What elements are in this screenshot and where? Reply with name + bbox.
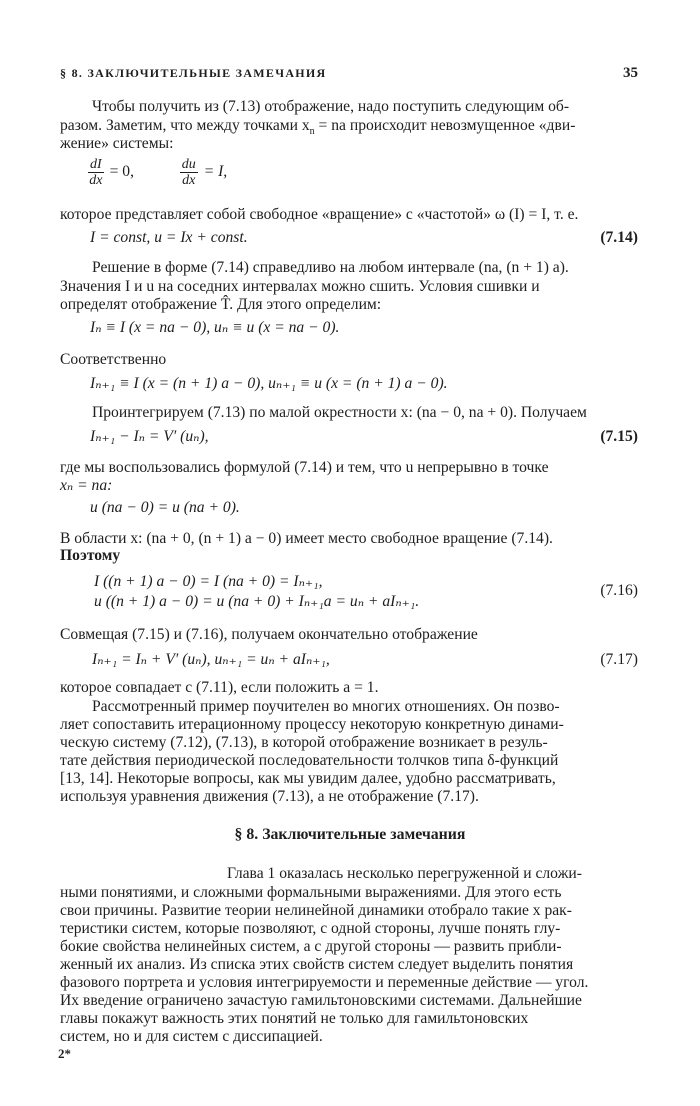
paragraph-line: Проинтегрируем (7.13) по малой окрестности x: (na − 0, na + 0). Получаем xyxy=(92,404,587,421)
equation-next-step: Iₙ₊₁ ≡ I (x = (n + 1) a − 0), uₙ₊₁ ≡ u (x = (n + 1) a − 0). xyxy=(90,375,448,392)
paragraph-line: разом. Заметим, что между точками $x_n$ = na происходит невозмущенное «дви- xyxy=(60,117,576,138)
equation-number: (7.15) xyxy=(600,428,638,445)
equation-7-16-line2: u ((n + 1) a − 0) = u (na + 0) + Iₙ₊₁a = uₙ + aIₙ₊₁. xyxy=(94,593,420,610)
paragraph-line: Поэтому xyxy=(60,547,121,564)
fraction: $\frac{du}{dx}$ xyxy=(181,157,196,188)
paragraph-line: ческую систему (7.12), (7.13), в которой отображение возникает в резуль- xyxy=(60,734,548,751)
paragraph-line: которое совпадает с (7.11), если положить a = 1. xyxy=(60,679,379,696)
paragraph-line: Рассмотренный пример поучителен во многих отношениях. Он позво- xyxy=(92,698,560,715)
paragraph-line: фазового портрета и условия интегрируемости и переменные действие — угол. xyxy=(60,974,589,991)
paragraph-line: тате действия периодической последовательности толчков типа δ-функций xyxy=(60,752,559,769)
paragraph-line: xₙ = na: xyxy=(60,477,113,494)
equation-7-14: I = const, u = Ix + const. xyxy=(90,229,248,246)
paragraph-line: определят отображение T̂. Для этого определим: xyxy=(60,296,382,313)
signature-mark: 2* xyxy=(58,1046,71,1061)
paragraph-line: [13, 14]. Некоторые вопросы, как мы увидим далее, удобно рассматривать, xyxy=(60,770,556,787)
section-heading: § 8. Заключительные замечания xyxy=(234,826,466,843)
paragraph-line: Решение в форме (7.14) справедливо на любом интервале (na, (n + 1) a). xyxy=(92,259,569,276)
running-title: § 8. ЗАКЛЮЧИТЕЛЬНЫЕ ЗАМЕЧАНИЯ xyxy=(60,66,327,80)
paragraph-line: свои причины. Развитие теории нелинейной динамики отобрало такие х рак- xyxy=(60,902,572,919)
paragraph-line: систем, но и для систем с диссипацией. xyxy=(60,1028,323,1045)
equation-definitions: Iₙ ≡ I (x = na − 0), uₙ ≡ u (x = na − 0). xyxy=(90,319,340,336)
equation-number: (7.14) xyxy=(600,229,638,246)
paragraph-line: где мы воспользовались формулой (7.14) и тем, что u непрерывно в точке xyxy=(60,459,549,476)
paragraph-line: которое представляет собой свободное «вращение» с «частотой» ω (I) = I, т. е. xyxy=(60,206,579,223)
paragraph-line: используя уравнения движения (7.13), а не отображение (7.17). xyxy=(60,788,479,805)
equation-7-15: Iₙ₊₁ − Iₙ = V′ (uₙ), xyxy=(90,428,209,445)
equation-continuity: u (na − 0) = u (na + 0). xyxy=(90,499,240,516)
paragraph-line: Глава 1 оказалась несколько перегруженной и сложи- xyxy=(227,865,582,882)
paragraph-line: жение» системы: xyxy=(60,135,174,152)
equation-derivatives: $\frac{dI}{dx}$ = 0, $\frac{du}{dx}$ = I, xyxy=(89,157,228,188)
equation-number: (7.16) xyxy=(600,582,638,599)
running-header xyxy=(60,66,638,86)
paragraph-line: бокие свойства нелинейных систем, а с другой стороны — развить прибли- xyxy=(60,938,562,955)
paragraph-line: ными понятиями, и сложными формальными выражениями. Для этого есть xyxy=(60,884,562,901)
equation-7-16-line1: I ((n + 1) a − 0) = I (na + 0) = Iₙ₊₁, xyxy=(94,573,323,590)
paragraph-line: Чтобы получить из (7.13) отображение, надо поступить следующим об- xyxy=(92,98,570,115)
paragraph-line: Совмещая (7.15) и (7.16), получаем окончательно отображение xyxy=(60,626,478,643)
paragraph-line: женный их анализ. Из списка этих свойств систем следует выделить понятия xyxy=(60,956,574,973)
equation-number: (7.17) xyxy=(600,651,638,668)
equation-7-17: Iₙ₊₁ = Iₙ + V′ (uₙ), uₙ₊₁ = uₙ + aIₙ₊₁, xyxy=(92,651,330,668)
paragraph-line: ляет сопоставить итерационному процессу некоторую конкретную динами- xyxy=(60,716,564,733)
paragraph-line: Их введение ограничено зачастую гамильтоновскими системами. Дальнейшие xyxy=(60,992,582,1009)
paragraph-line: главы покажут важность этих понятий не только для гамильтоновских xyxy=(60,1010,529,1027)
paragraph-line: теристики систем, которые позволяют, с одной стороны, лучше понять глу- xyxy=(60,920,561,937)
fraction: $\frac{dI}{dx}$ xyxy=(89,157,103,188)
paragraph-line: Соответственно xyxy=(60,351,167,368)
paragraph-line: В области x: (na + 0, (n + 1) a − 0) имеет место свободное вращение (7.14). xyxy=(60,530,553,547)
page-number: 35 xyxy=(623,65,638,81)
paragraph-line: Значения I и u на соседних интервалах можно сшить. Условия сшивки и xyxy=(60,278,540,295)
